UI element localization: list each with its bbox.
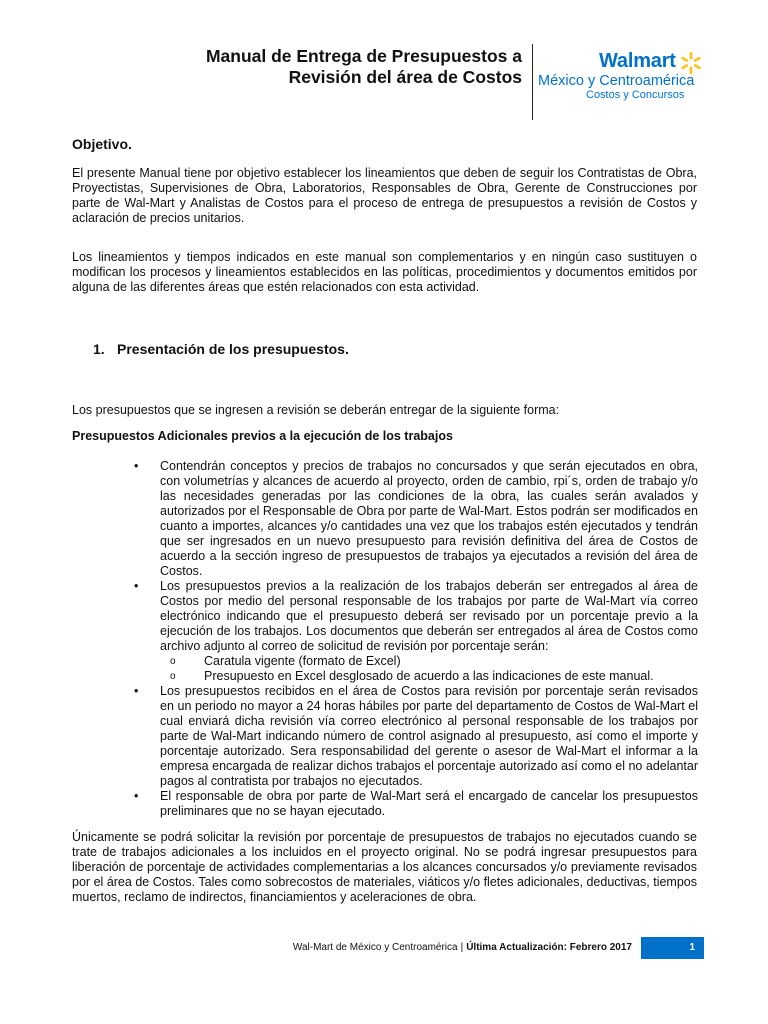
document-title-line2: Revisión del área de Costos bbox=[288, 67, 522, 87]
logo-department: Costos y Concursos bbox=[586, 89, 685, 101]
logo-brand: Walmart bbox=[599, 50, 676, 72]
objetivo-paragraph-1: El presente Manual tiene por objetivo establecer los lineamientos que deben de seguir los Contratistas de Obra, Proyectistas, Supervisiones de Obra, Laboratorios, Responsables de Obra, Gerente de Construcciones por parte de Wal-Mart y Analistas de Costos para el proceso de entrega de presupuestos a revisión de Costos y aclaración de precios unitarios. bbox=[72, 166, 697, 225]
list-item bbox=[134, 579, 698, 684]
section-title: Presentación de los presupuestos. bbox=[117, 341, 349, 357]
list-item-text: El responsable de obra por parte de Wal-Mart será el encargado de cancelar los presupuestos preliminares que no se hayan ejecutado. bbox=[160, 789, 698, 818]
header-divider bbox=[532, 44, 533, 120]
list-item bbox=[134, 459, 698, 579]
page-footer bbox=[293, 942, 632, 954]
logo-region: México y Centroamérica bbox=[538, 73, 695, 89]
page-number: 1 bbox=[689, 942, 695, 953]
objetivo-paragraph-2: Los lineamientos y tiempos indicados en este manual son complementarios y en ningún caso sustituyen o modifican los procesos y lineamientos establecidos en las políticas, procedimientos y documentos emitidos por alguna de las diferentes áreas que estén relacionados con esta actividad. bbox=[72, 250, 697, 294]
list-item-text: Los presupuestos previos a la realización de los trabajos deberán ser entregados al área de Costos por medio del personal responsable de los trabajos por parte de Wal-Mart vía correo electrónico indicando que el presupuesto deberá ser revisado por un porcentaje previo a la ejecución de los trabajos. Los documentos que deberán ser entregados al área de Costos como archivo adjunto al correo de solicitud de revisión por porcentaje serán: bbox=[160, 579, 698, 653]
page-number-badge bbox=[641, 937, 704, 959]
section-heading bbox=[93, 341, 349, 357]
document-title-line1: Manual de Entrega de Presupuestos a bbox=[205, 46, 522, 66]
objetivo-heading: Objetivo. bbox=[72, 136, 132, 152]
list-item-text: Contendrán conceptos y precios de trabajos no concursados y que serán ejecutados en obra, con volumetrías y alcances de acuerdo al proyecto, orden de cambio, rpi´s, orden de trabajo y/o las necesidades generadas por las condiciones de la obra, las cuales serán avalados y autorizados por el Responsable de Obra por parte de Wal-Mart. Estos podrán ser modificados en cuanto a importes, alcances y/o cantidades una vez que los trabajos estén ejecutados y tendrán que ser ingresados en un nuevo presupuesto para revisión definitiva del área de Costos de acuerdo a la sección ingreso de presupuestos de trabajos ya ejecutados a revisión del área de Costos. bbox=[160, 459, 699, 578]
section-intro: Los presupuestos que se ingresen a revisión se deberán entregar de la siguiente forma: bbox=[72, 403, 560, 417]
sub-list-item: o Caratula vigente (formato de Excel) bbox=[160, 654, 698, 669]
document-title bbox=[206, 46, 522, 88]
list-item bbox=[134, 789, 698, 819]
section-number: 1. bbox=[93, 341, 105, 357]
subsection-heading: Presupuestos Adicionales previos a la ejecución de los trabajos bbox=[72, 429, 453, 443]
list-item bbox=[134, 684, 698, 789]
requirements-list bbox=[134, 459, 698, 819]
attachment-list bbox=[160, 654, 698, 684]
footer-company: Wal-Mart de México y Centroamérica bbox=[292, 942, 458, 953]
footer-separator: | bbox=[460, 942, 464, 953]
footer-update-date: Última Actualización: Febrero 2017 bbox=[466, 942, 632, 953]
walmart-logo bbox=[538, 50, 718, 110]
sub-list-item: o Presupuesto en Excel desglosado de acuerdo a las indicaciones de este manual. bbox=[160, 669, 698, 684]
list-item-text: Los presupuestos recibidos en el área de Costos para revisión por porcentaje serán revisados en un periodo no mayor a 24 horas hábiles por parte del departamento de Costos de Wal-Mart el cual enviará dicha revisión vía correo electrónico al personal responsable de los trabajos por parte de Wal-Mart indicando número de control asignado al presupuesto, así como el importe y porcentaje autorizado. Sera responsabilidad del gerente o asesor de Wal-Mart el informar a la empresa encargada de realizar dichos trabajos el porcentaje autorizado así como el no adelantar pagos al contratista por trabajos no ejecutados. bbox=[160, 684, 698, 788]
closing-paragraph: Únicamente se podrá solicitar la revisión por porcentaje de presupuestos de trabajos no ejecutados cuando se trate de trabajos adicionales a los incluidos en el proyecto original. No se podrá ingresar presupuestos para liberación de porcentaje de actividades complementarias a los alcances concursados y/o previamente revisados por el área de Costos. Tales como sobrecostos de materiales, viáticos y/o fletes adicionales, deductivas, tiempos muertos, reclamo de indirectos, financiamientos y aceleraciones de obra. bbox=[72, 830, 697, 904]
